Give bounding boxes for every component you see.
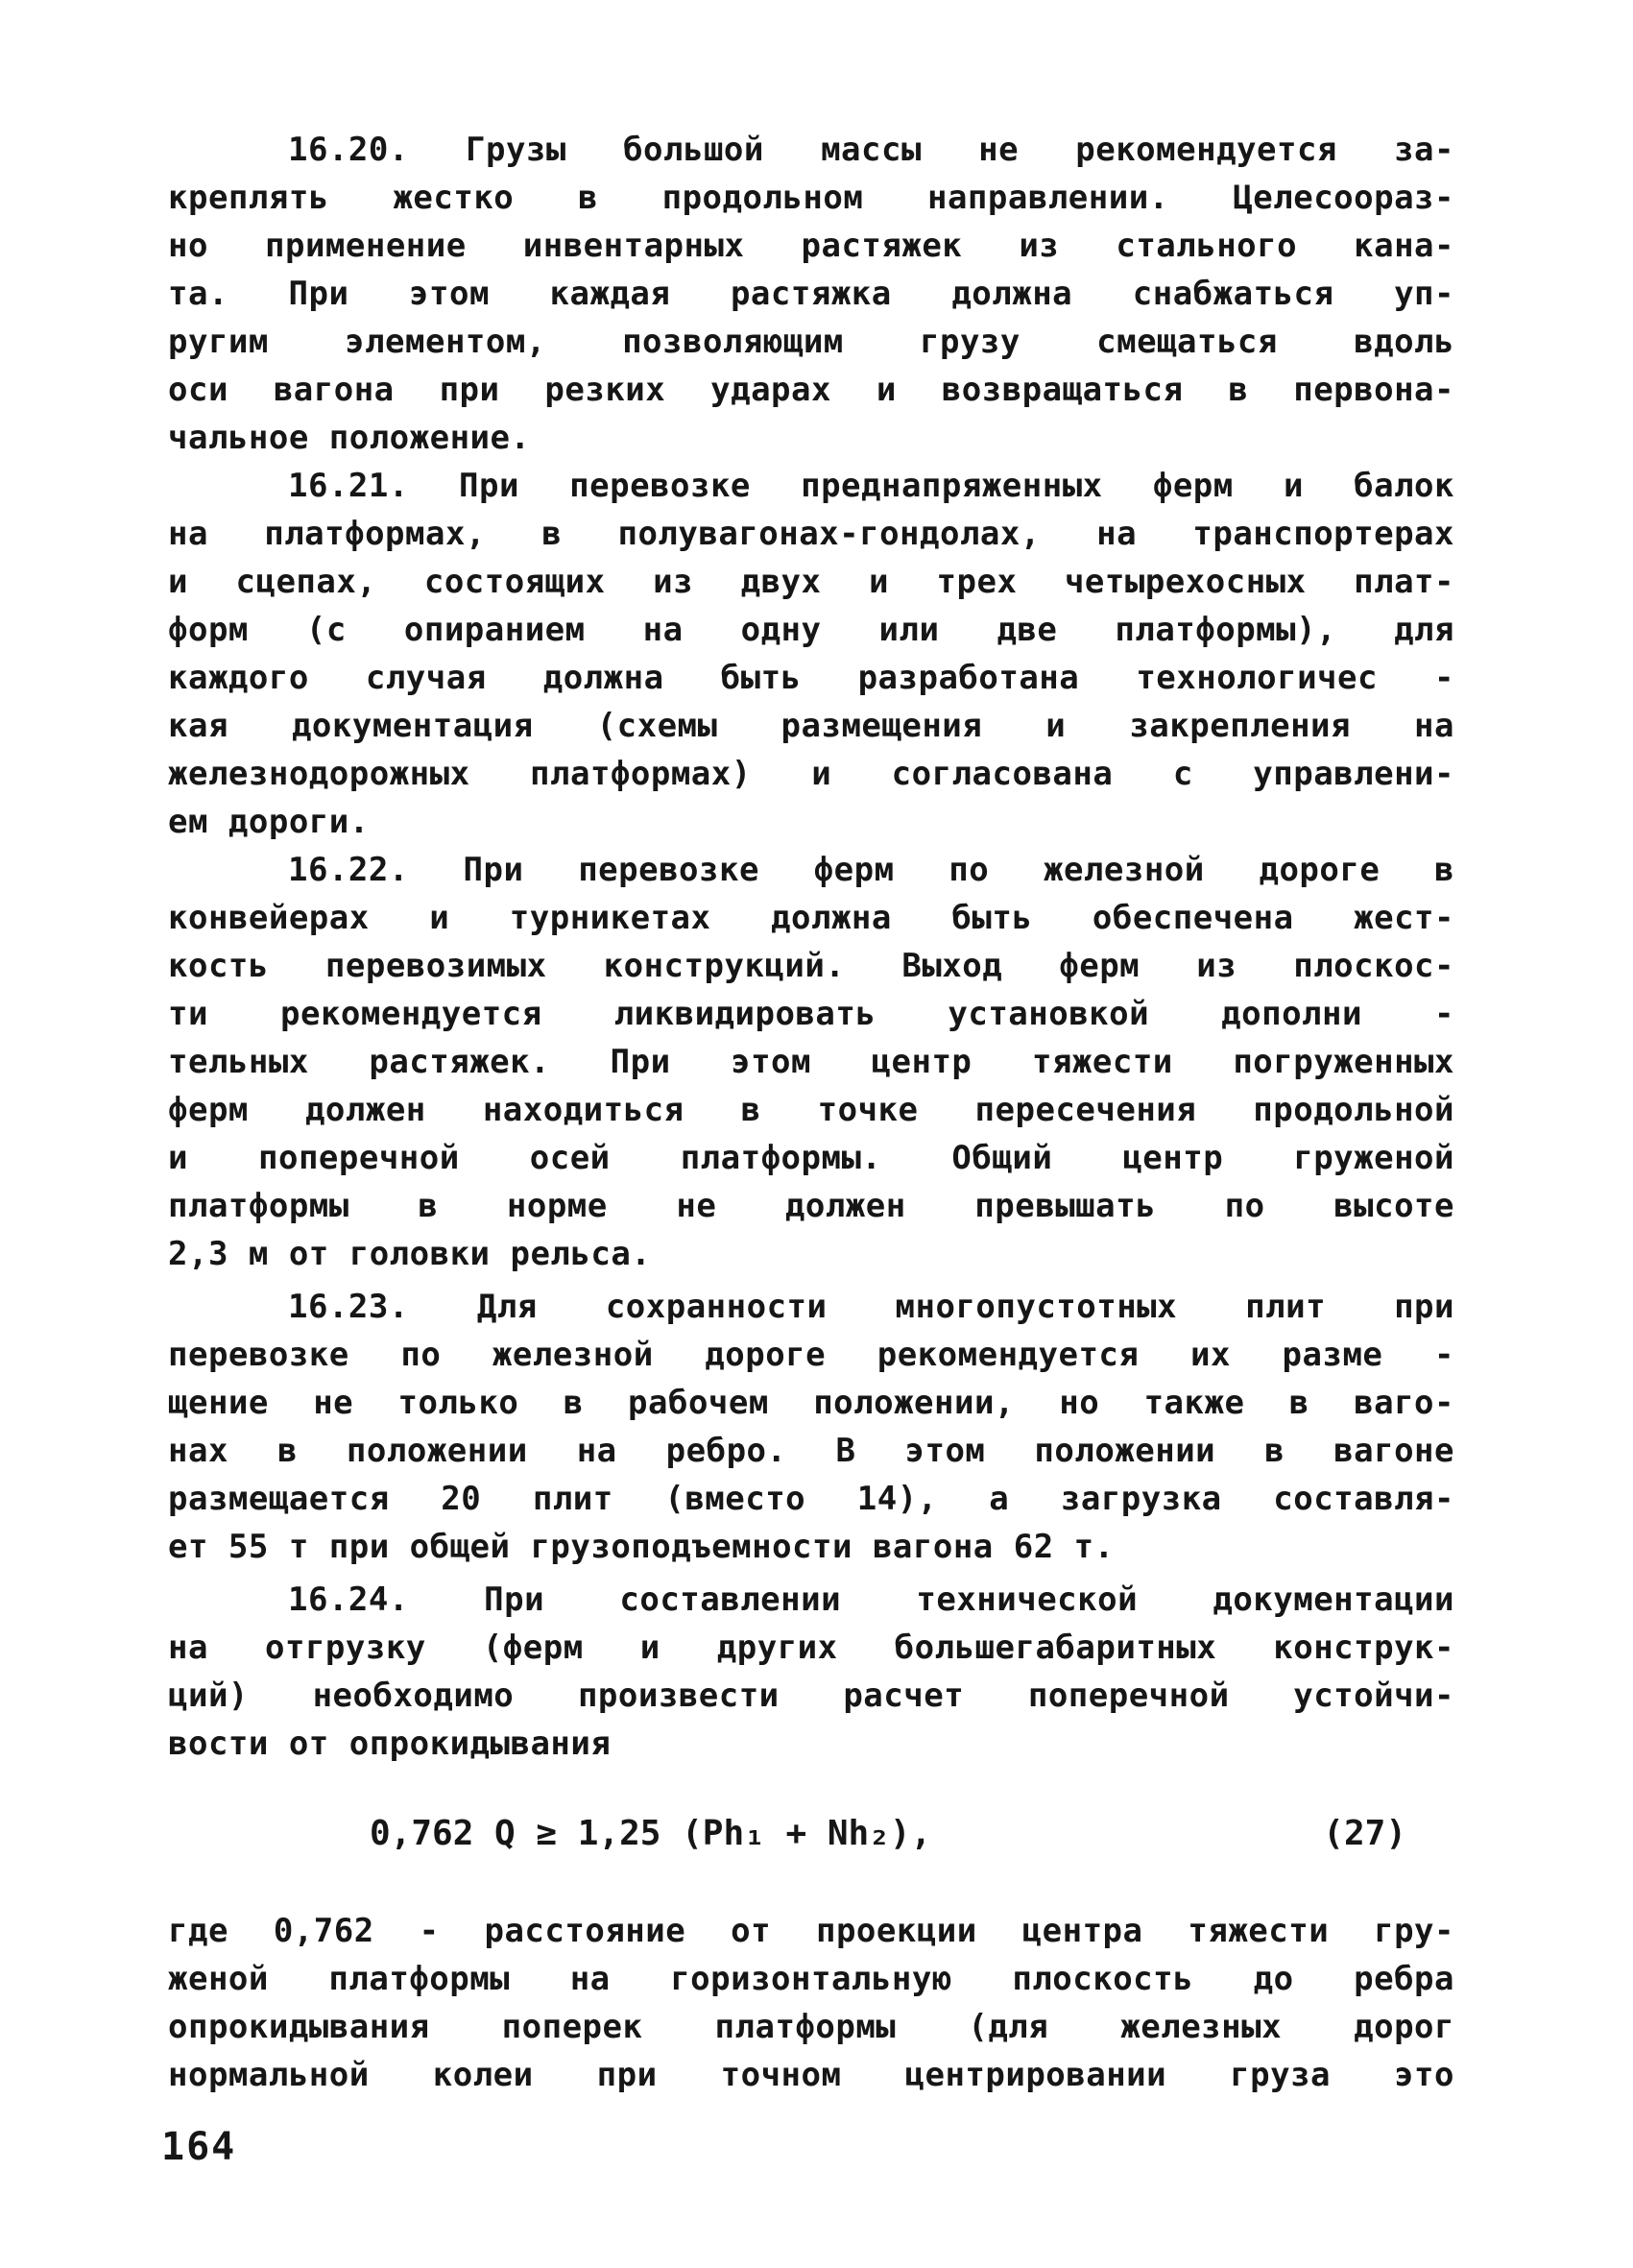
text-line: кая документация (схемы размещения и закрепления на	[168, 707, 1454, 745]
text-line: тельных растяжек. При этом центр тяжести погруженных	[168, 1043, 1454, 1081]
text-line: 16.21. При перевозке преднапряженных ферм и балок	[288, 467, 1454, 505]
text-line: где 0,762 - расстояние от проекции центра тяжести гру-	[168, 1912, 1454, 1950]
text-line: вости от опрокидывания	[168, 1725, 612, 1763]
text-line: на платформах, в полувагонах-гондолах, на транспортерах	[168, 515, 1454, 553]
text-line: 16.23. Для сохранности многопустотных плит при	[288, 1288, 1454, 1326]
text-line: нормальной колеи при точном центрировании груза это	[168, 2056, 1454, 2094]
text-line: ем дороги.	[168, 803, 370, 841]
text-line: ций) необходимо произвести расчет поперечной устойчи-	[168, 1677, 1454, 1715]
formula-expression: 0,762 Q ≥ 1,25 (Ph₁ + Nh₂),	[370, 1814, 932, 1853]
text-line: кость перевозимых конструкций. Выход ферм из плоскос-	[168, 947, 1454, 985]
text-line: креплять жестко в продольном направлении. Целесоораз-	[168, 179, 1454, 217]
text-line: на отгрузку (ферм и других большегабаритных конструк-	[168, 1629, 1454, 1667]
text-line: платформы в норме не должен превышать по высоте	[168, 1187, 1454, 1225]
text-line: форм (с опиранием на одну или две платформы), для	[168, 611, 1454, 649]
page-number: 164	[161, 2125, 237, 2169]
text-line: каждого случая должна быть разработана технологичес -	[168, 659, 1454, 697]
text-line: 16.22. При перевозке ферм по железной дороге в	[288, 851, 1454, 889]
text-line: щение не только в рабочем положении, но также в ваго-	[168, 1384, 1454, 1422]
text-line: и поперечной осей платформы. Общий центр груженой	[168, 1139, 1454, 1177]
text-line: та. При этом каждая растяжка должна снабжаться уп-	[168, 275, 1454, 313]
text-line: женой платформы на горизонтальную плоскость до ребра	[168, 1960, 1454, 1998]
formula	[370, 1805, 1406, 1863]
text-line: ет 55 т при общей грузоподъемности вагона 62 т.	[168, 1528, 1115, 1566]
text-line: конвейерах и турникетах должна быть обеспечена жест-	[168, 899, 1454, 937]
formula-number: (27)	[1323, 1814, 1406, 1853]
text-line: 16.20. Грузы большой массы не рекомендуется за-	[288, 131, 1454, 169]
text-line: размещается 20 плит (вместо 14), а загрузка составля-	[168, 1480, 1454, 1518]
text-line: железнодорожных платформах) и согласована с управлени-	[168, 755, 1454, 793]
text-line: перевозке по железной дороге рекомендуется их разме -	[168, 1336, 1454, 1374]
text-line: ругим элементом, позволяющим грузу смещаться вдоль	[168, 323, 1454, 361]
text-line: нах в положении на ребро. В этом положении в вагоне	[168, 1432, 1454, 1470]
text-line: 16.24. При составлении технической документации	[288, 1580, 1454, 1619]
text-line: оси вагона при резких ударах и возвращаться в первона-	[168, 371, 1454, 409]
text-line: ти рекомендуется ликвидировать установкой дополни -	[168, 995, 1454, 1033]
text-line: но применение инвентарных растяжек из стального кана-	[168, 227, 1454, 265]
text-line: чальное положение.	[168, 419, 531, 457]
text-line: ферм должен находиться в точке пересечения продольной	[168, 1091, 1454, 1129]
text-line: опрокидывания поперек платформы (для железных дорог	[168, 2008, 1454, 2046]
text-line: 2,3 м от головки рельса.	[168, 1235, 652, 1273]
text-line: и сцепах, состоящих из двух и трех четырехосных плат-	[168, 563, 1454, 601]
